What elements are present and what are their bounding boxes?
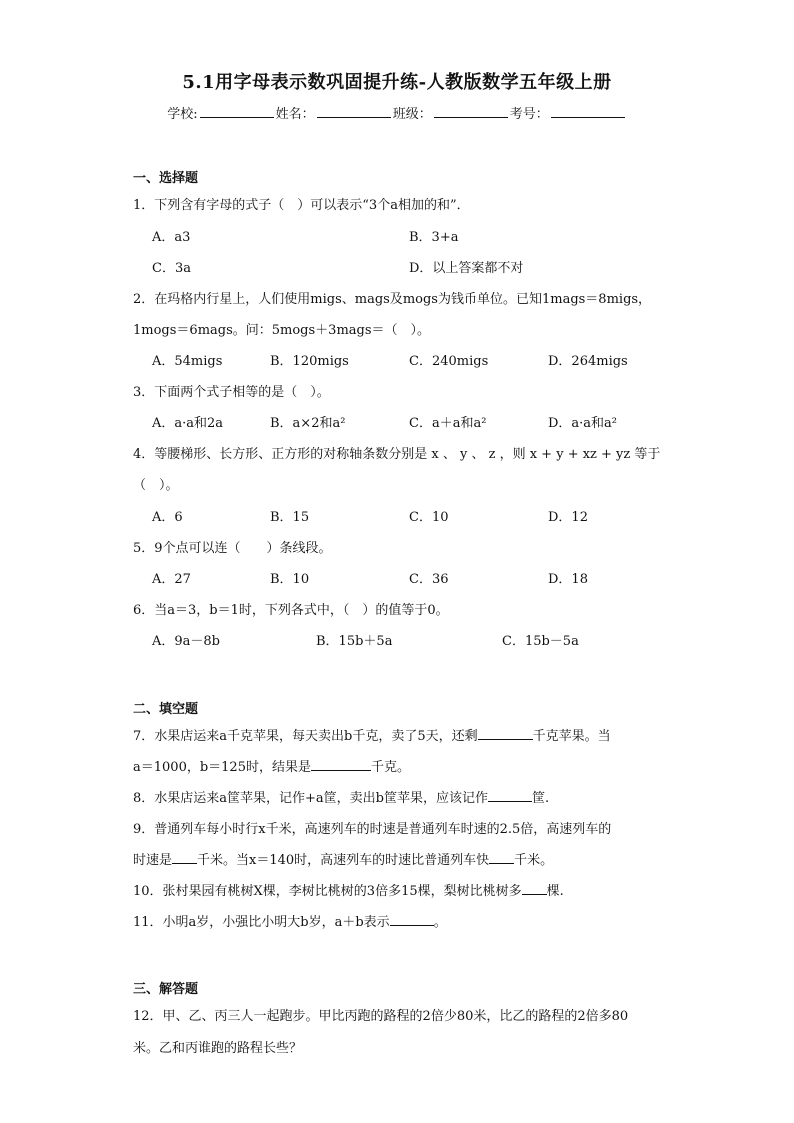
name-label: 姓名：: [275, 107, 315, 122]
q9-text-4: 千米。: [514, 853, 554, 868]
q9-answer-blank-2[interactable]: [489, 851, 514, 864]
q10-text-2: 棵.: [546, 884, 564, 899]
page-title: 5.1用字母表示数巩固提升练-人教版数学五年级上册: [182, 72, 612, 93]
q10-answer-blank[interactable]: [522, 882, 547, 895]
section-fill-heading: 二、填空题: [133, 702, 199, 717]
q9-line2: [133, 849, 553, 868]
q5-option-b[interactable]: B．10: [270, 572, 310, 587]
q9-line1: 9．普通列车每小时行x千米，高速列车的时速是普通列车时速的2.5倍，高速列车的: [133, 822, 612, 837]
q7-text-4: 千克。: [370, 760, 410, 775]
q4-stem-line2: （ ）。: [133, 478, 179, 493]
q3-option-c[interactable]: C．a＋a和a²: [409, 416, 487, 431]
q6-option-b[interactable]: B．15b＋5a: [316, 634, 393, 649]
q8-answer-blank[interactable]: [488, 789, 532, 802]
q7-text-2: 千克苹果。当: [532, 729, 611, 744]
q12-line1: 12．甲、乙、丙三人一起跑步。甲比丙跑的路程的2倍少80米，比乙的路程的2倍多80: [133, 1009, 629, 1024]
exam-number-blank[interactable]: [551, 105, 625, 118]
q4-option-a[interactable]: A．6: [152, 510, 183, 525]
q3-stem: 3．下面两个式子相等的是（ ）。: [133, 385, 330, 400]
q7-answer-blank-1[interactable]: [478, 727, 533, 740]
q2-option-a[interactable]: A．54migs: [152, 354, 223, 369]
q1-option-d[interactable]: D．以上答案都不对: [409, 261, 524, 276]
q7-answer-blank-2[interactable]: [311, 758, 371, 771]
q8-text-1: 8．水果店运来a筐苹果，记作+a筐，卖出b筐苹果，应该记作: [133, 791, 488, 806]
q3-option-b[interactable]: B．a×2和a²: [270, 416, 346, 431]
q10-line: [133, 880, 564, 899]
q11-line: [133, 911, 447, 930]
q2-option-c[interactable]: C．240migs: [409, 354, 489, 369]
class-blank[interactable]: [434, 105, 508, 118]
q7-line2: [133, 756, 410, 775]
q7-text-1: 7．水果店运来a千克苹果，每天卖出b千克，卖了5天，还剩: [133, 729, 478, 744]
q1-option-c[interactable]: C．3a: [152, 261, 191, 276]
q6-stem: 6．当a＝3，b＝1时，下列各式中，（ ）的值等于0。: [133, 603, 449, 618]
q9-answer-blank-1[interactable]: [172, 851, 197, 864]
q9-text-2: 时速是: [133, 853, 173, 868]
q12-line2: 米。乙和丙谁跑的路程长些？: [133, 1041, 303, 1056]
q5-stem: 5．9个点可以连（ ）条线段。: [133, 541, 332, 556]
q2-option-d[interactable]: D．264migs: [548, 354, 628, 369]
q5-option-a[interactable]: A．27: [152, 572, 191, 587]
q1-option-b[interactable]: B．3+a: [409, 230, 459, 245]
q3-option-a[interactable]: A．a·a和2a: [152, 416, 224, 431]
q5-option-d[interactable]: D．18: [548, 572, 588, 587]
class-label: 班级：: [392, 107, 432, 122]
section-choice-heading: 一、选择题: [133, 171, 199, 186]
q2-stem-line1: 2．在玛格内行星上，人们使用migs、mags及mogs为钱币单位。已知1mags＝8migs，: [133, 292, 652, 307]
q8-text-2: 筐.: [532, 791, 550, 806]
q5-option-c[interactable]: C．36: [409, 572, 449, 587]
exam-number-label: 考号：: [509, 107, 549, 122]
school-blank[interactable]: [200, 105, 274, 118]
q9-text-3: 千米。当x＝140时，高速列车的时速比普通列车快: [197, 853, 490, 868]
q2-stem-line2: 1mogs＝6mags。问：5mogs＋3mags＝（ ）。: [133, 323, 431, 338]
q4-option-c[interactable]: C．10: [409, 510, 449, 525]
q11-answer-blank[interactable]: [390, 913, 434, 926]
name-blank[interactable]: [317, 105, 391, 118]
section-solve-heading: 三、解答题: [133, 982, 199, 997]
q4-stem-line1: 4．等腰梯形、长方形、正方形的对称轴条数分别是 x 、 y 、 z ，则 x + y + xz + yz 等于: [133, 447, 661, 462]
q1-stem: 1．下列含有字母的式子（ ）可以表示“3个a相加的和”．: [133, 198, 470, 213]
school-label: 学校:: [167, 107, 198, 122]
student-info-row: [0, 103, 794, 122]
q6-option-a[interactable]: A．9a－8b: [152, 634, 221, 649]
q7-text-3: a＝1000，b＝125时，结果是: [133, 760, 311, 775]
q2-option-b[interactable]: B．120migs: [270, 354, 349, 369]
q3-option-d[interactable]: D．a·a和a²: [548, 416, 618, 431]
q8-line: [133, 787, 549, 806]
q11-text-1: 11．小明a岁，小强比小明大b岁，a＋b表示: [133, 915, 390, 930]
q10-text-1: 10．张村果园有桃树X棵，李树比桃树的3倍多15棵，梨树比桃树多: [133, 884, 522, 899]
q4-option-d[interactable]: D．12: [548, 510, 588, 525]
q7-line1: [133, 725, 611, 744]
q11-text-2: 。: [433, 915, 447, 930]
q4-option-b[interactable]: B．15: [270, 510, 310, 525]
q6-option-c[interactable]: C．15b－5a: [502, 634, 579, 649]
q1-option-a[interactable]: A．a3: [152, 230, 191, 245]
